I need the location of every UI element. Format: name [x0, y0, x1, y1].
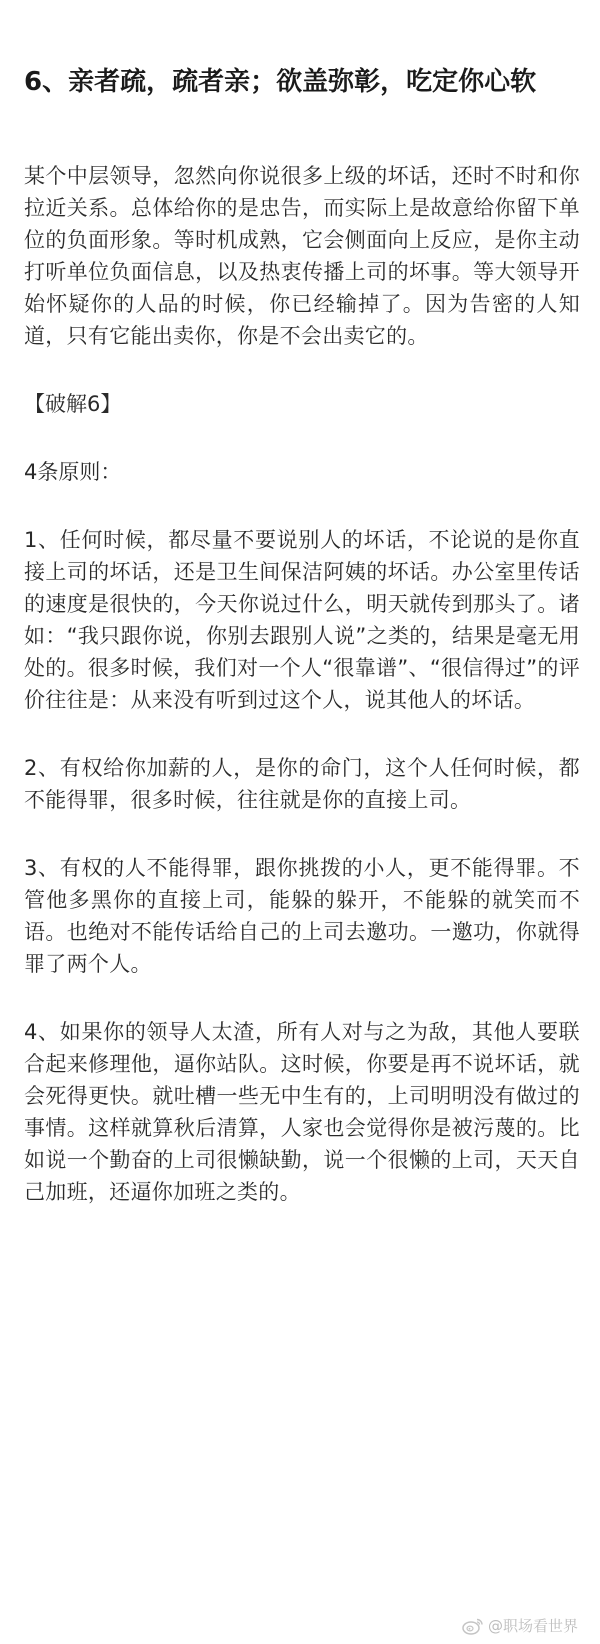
principle-item-4: 4、如果你的领导人太渣，所有人对与之为敌，其他人要联合起来修理他，逼你站队。这时候，你要是再不说坏话，就会死得更快。就吐槽一些无中生有的，上司明明没有做过的事情。这样就算秋后清算，人家也会觉得你是被污蔑的。比如说一个勤奋的上司很懒缺勤，说一个很懒的上司，天天自己加班，还逼你加班之类的。 [24, 1020, 580, 1204]
watermark [462, 1615, 578, 1636]
article [24, 60, 580, 1244]
article-title: 6、亲者疏，疏者亲；欲盖弥彰，吃定你心软 [24, 67, 537, 97]
principle-item-1: 1、任何时候，都尽量不要说别人的坏话，不论说的是你直接上司的坏话，还是卫生间保洁阿姨的坏话。办公室里传话的速度是很快的，今天你说过什么，明天就传到那头了。诸如：“我只跟你说，你别去跟别人说”之类的，结果是毫无用处的。很多时候，我们对一个人“很靠谱”、“很信得过”的评价往往是：从来没有听到过这个人，说其他人的坏话。 [24, 528, 580, 712]
principle-item-3: 3、有权的人不能得罪，跟你挑拨的小人，更不能得罪。不管他多黑你的直接上司，能躲的躲开，不能躲的就笑而不语。也绝对不能传话给自己的上司去邀功。一邀功，你就得罪了两个人。 [24, 856, 580, 976]
weibo-icon [462, 1617, 484, 1635]
section-heading: 【破解6】 [24, 392, 122, 416]
watermark-text: @职场看世界 [487, 1617, 578, 1635]
intro-paragraph: 某个中层领导，忽然向你说很多上级的坏话，还时不时和你拉近关系。总体给你的是忠告，而实际上是故意给你留下单位的负面形象。等时机成熟，它会侧面向上反应，是你主动打听单位负面信息，以及热衷传播上司的坏事。等大领导开始怀疑你的人品的时候，你已经输掉了。因为告密的人知道，只有它能出卖你，你是不会出卖它的。 [24, 164, 580, 348]
principles-heading: 4条原则： [24, 460, 122, 484]
principle-item-2: 2、有权给你加薪的人，是你的命门，这个人任何时候，都不能得罪，很多时候，往往就是你的直接上司。 [24, 756, 580, 812]
